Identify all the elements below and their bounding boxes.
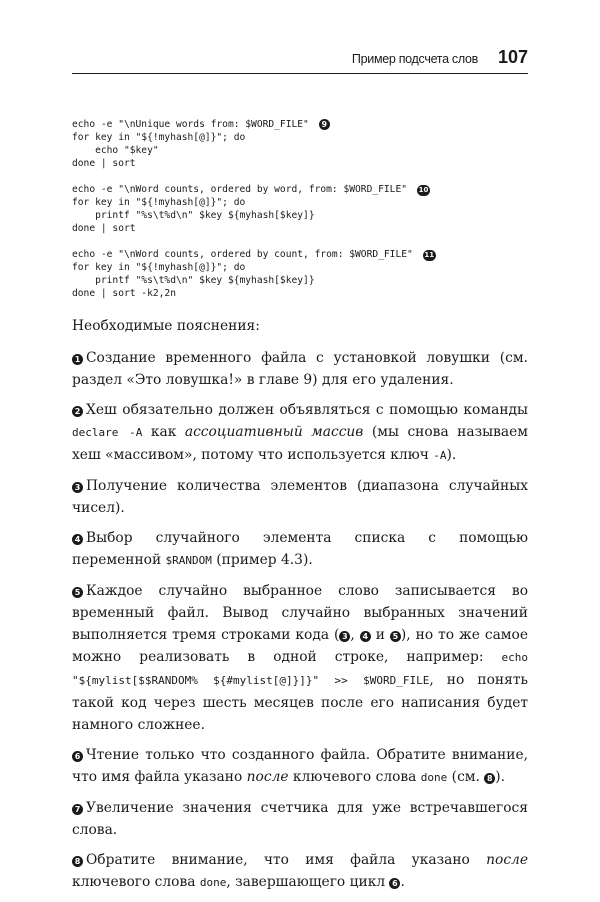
emphasis: ассоциативный массив: [184, 424, 364, 440]
inline-code: echo "${mylist[$$RANDOM% ${#mylist[@]}]}" >> $WORD_FILE: [72, 651, 528, 687]
code-gap: [72, 235, 528, 248]
emphasis: после: [486, 852, 528, 868]
intro-text: Необходимые пояснения:: [72, 318, 260, 334]
code-line: [72, 118, 528, 131]
inline-code: done: [420, 771, 448, 784]
callout-6-icon: 6: [72, 751, 83, 762]
explanations: [72, 315, 528, 902]
header-rule: [72, 73, 528, 74]
code-gap: [72, 170, 528, 183]
code-line: printf "%s\t%d\n" $key ${myhash[$key]}: [72, 275, 315, 286]
callout-1-icon: 1: [72, 354, 83, 365]
code-line: done | sort: [72, 158, 136, 169]
code-listing: [72, 118, 528, 300]
page-header: [72, 0, 528, 74]
callout-6-icon: 6: [389, 878, 400, 889]
code-text: echo -e "\nUnique words from: $WORD_FILE": [72, 119, 309, 130]
page-number: 107: [497, 47, 528, 67]
explanation-4: 4 Выбор случайного элемента списка с помощью переменной $RANDOM (пример 4.3).: [72, 530, 528, 568]
explanation-7: 7 Увеличение значения счетчика для уже встречавшегося слова.: [72, 800, 528, 838]
callout-3-icon: 3: [72, 482, 83, 493]
explanation-2: 2 Хеш обязательно должен объявляться с помощью команды declare -A как ассоциативный массив (мы снова называем хеш «массивом», потому что используется ключ -A).: [72, 402, 529, 463]
code-line: [72, 248, 528, 261]
callout-9-icon: 9: [319, 119, 330, 130]
code-line: done | sort: [72, 223, 136, 234]
code-line: [72, 183, 528, 196]
inline-code: -A: [433, 449, 447, 462]
callout-5-icon: 5: [72, 587, 83, 598]
explanation-1: 1 Создание временного файла с установкой ловушки (см. раздел «Это ловушка!» в главе 9) для его удаления.: [72, 350, 528, 388]
callout-4-icon: 4: [72, 534, 83, 545]
emphasis: после: [246, 769, 289, 785]
code-line: for key in "${!myhash[@]}"; do: [72, 132, 246, 143]
callout-4-icon: 4: [360, 631, 371, 642]
callout-8-icon: 8: [72, 856, 83, 867]
code-line: for key in "${!myhash[@]}"; do: [72, 262, 246, 273]
callout-2-icon: 2: [72, 406, 83, 417]
code-line: printf "%s\t%d\n" $key ${myhash[$key]}: [72, 210, 315, 221]
inline-code: done: [199, 876, 227, 889]
code-text: echo -e "\nWord counts, ordered by word, from: $WORD_FILE": [72, 184, 408, 195]
explanation-5: 5 Каждое случайно выбранное слово записывается во временный файл. Вывод случайно выбранных значений выполняется тремя строками кода ( 3 , 4 и 5 ), но то же самое можно реализовать в одной строке, например: echo "${mylist[$$RANDOM% ${#mylist[@]}]}" >> $WORD_FILE, но понять такой код через шесть месяцев после его написания будет намного сложнее.: [72, 583, 529, 733]
inline-code: declare -A: [72, 426, 143, 439]
code-line: for key in "${!myhash[@]}"; do: [72, 197, 246, 208]
callout-7-icon: 7: [72, 804, 83, 815]
callout-3-icon: 3: [339, 631, 350, 642]
callout-5-icon: 5: [390, 631, 401, 642]
code-line: done | sort -k2,2n: [72, 288, 176, 299]
running-title: Пример подсчета слов: [351, 52, 478, 66]
inline-code: $RANDOM: [165, 554, 212, 567]
callout-10-icon: 10: [418, 186, 429, 194]
callout-11-icon: 11: [424, 251, 435, 259]
code-text: echo -e "\nWord counts, ordered by count, from: $WORD_FILE": [72, 249, 413, 260]
callout-8-icon: 8: [484, 773, 495, 784]
explanation-8: 8 Обратите внимание, что имя файла указано после ключевого слова done, завершающего цикл 6 .: [72, 852, 528, 890]
explanation-3: 3 Получение количества элементов (диапазона случайных чисел).: [72, 478, 528, 516]
explanation-6: 6 Чтение только что созданного файла. Обратите внимание, что имя файла указано после ключевого слова done (см. 8 ).: [72, 747, 528, 785]
code-line: echo "$key": [72, 145, 159, 156]
